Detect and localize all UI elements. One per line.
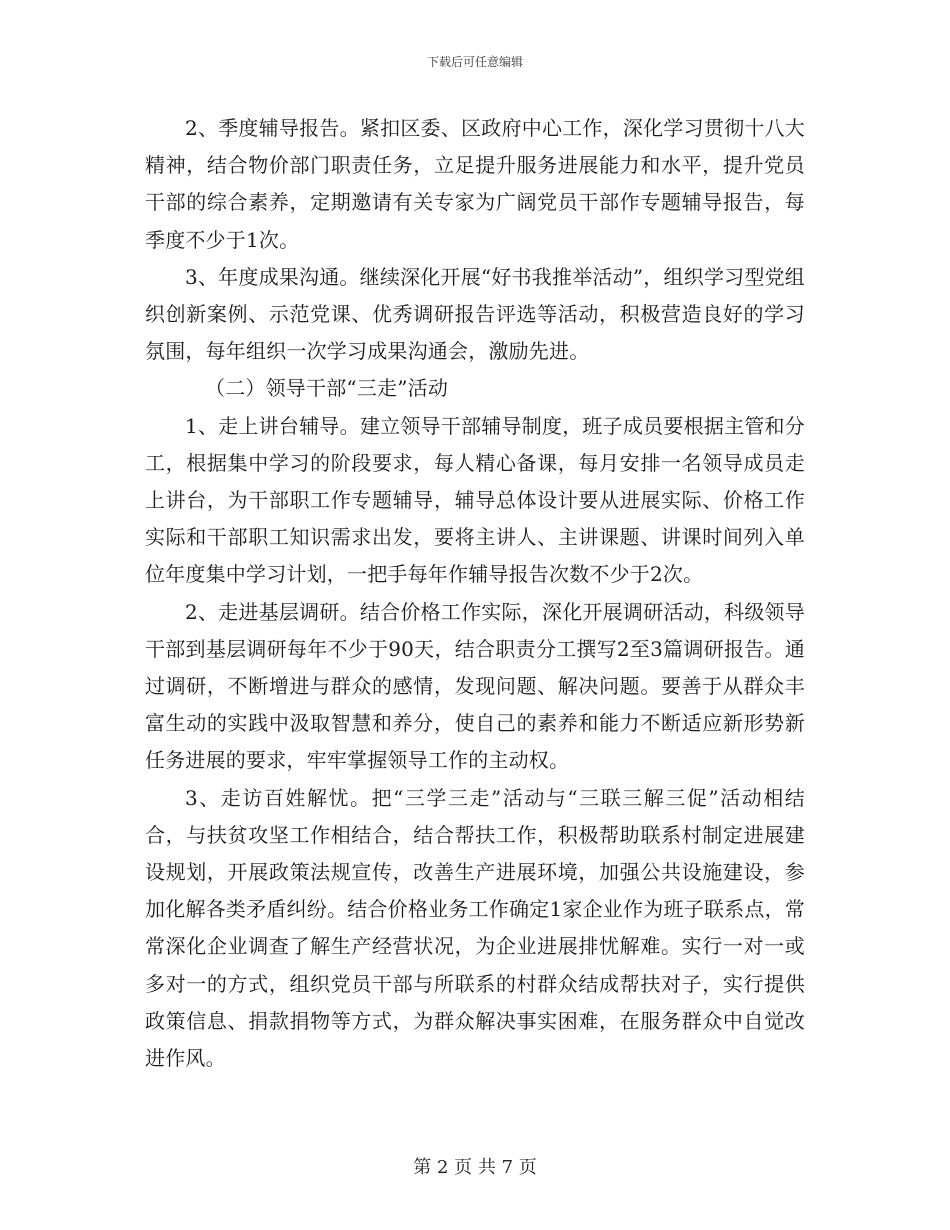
page-header-note: 下载后可任意编辑 [426,55,523,69]
paragraph-podium-guidance: 1、走上讲台辅导。建立领导干部辅导制度，班子成员要根据主管和分工，根据集中学习的阶段要求，每人精心备课，每月安排一名领导成员走上讲台，为干部职工作专题辅导，辅导总体设计要从进展实际、价格工作实际和干部职工知识需求出发，要将主讲人、主讲课题、讲课时间列入单位年度集中学习计划，一把手每年作辅导报告次数不少于2次。 [145,413,805,587]
section-heading-three-walks: （二）领导干部“三走”活动 [205,376,449,401]
paragraph-grassroots-research: 2、走进基层调研。结合价格工作实际，深化开展调研活动，科级领导干部到基层调研每年不少于90天，结合职责分工撰写2至3篇调研报告。通过调研，不断增进与群众的感情，发现问题、解决问题。要善于从群众丰富生动的实践中汲取智慧和养分，使自己的素养和能力不断适应新形势新任务进展的要求，牢牢掌握领导工作的主动权。 [145,599,805,773]
page-number-footer: 第 2 页 共 7 页 [413,1157,537,1178]
document-body [145,110,805,1077]
paragraph-annual-exchange: 3、年度成果沟通。继续深化开展“好书我推举活动”，组织学习型党组织创新案例、示范党课、优秀调研报告评选等活动，积极营造良好的学习氛围，每年组织一次学习成果沟通会，激励先进。 [145,264,805,364]
paragraph-visit-people: 3、走访百姓解忧。把“三学三走”活动与“三联三解三促”活动相结合，与扶贫攻坚工作相结合，结合帮扶工作，积极帮助联系村制定进展建设规划，开展政策法规宣传，改善生产进展环境，加强公共设施建设，参加化解各类矛盾纠纷。结合价格业务工作确定1家企业作为班子联系点，常常深化企业调查了解生产经营状况，为企业进展排忧解难。实行一对一或多对一的方式，组织党员干部与所联系的村群众结成帮扶对子，实行提供政策信息、捐款捐物等方式，为群众解决事实困难，在服务群众中自觉改进作风。 [145,785,805,1071]
paragraph-quarterly-report: 2、季度辅导报告。紧扣区委、区政府中心工作，深化学习贯彻十八大精神，结合物价部门职责任务，立足提升服务进展能力和水平，提升党员干部的综合素养，定期邀请有关专家为广阔党员干部作专题辅导报告，每季度不少于1次。 [145,116,805,252]
